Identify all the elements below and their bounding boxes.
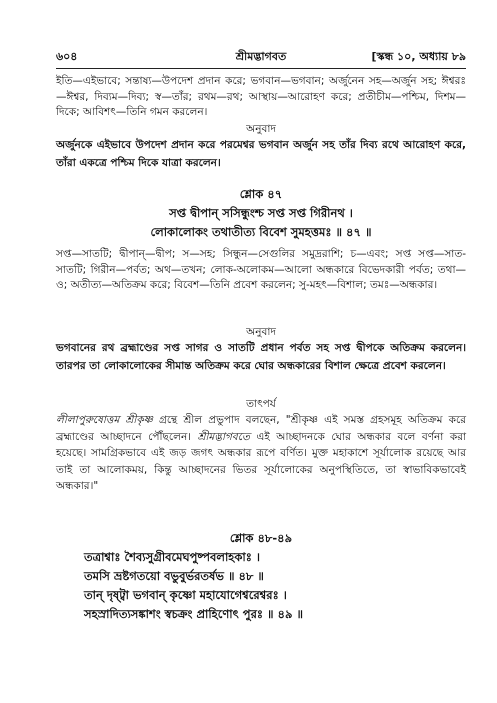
purport-label-47: তাৎপর্য [246,398,276,410]
translation-label-46: অনুবাদ [246,123,276,135]
translation-46: অর্জুনকে এইভাবে উপদেশ প্রদান করে পরমেশ্বর ভগবান অর্জুন সহ তাঁর দিব্য রথে আরোহণ করে, তাঁরা একত্রে পশ্চিম দিকে যাত্রা করলেন। [56,139,466,169]
purport-text: গ্রন্থে শ্রীল প্রভুপাদ বলছেন, "শ্রীকৃষ্ণ এই সমস্ত গ্রহসমূহ অতিক্রম করে ব্রহ্মাণ্ডের আচ্ছাদনে পৌঁছলেন। [56,414,466,443]
header-divider [56,68,466,69]
verse-47 [56,204,466,242]
verse-line: সহস্রাদিত্যসঙ্কাশং স্বচক্রং প্রাহিণোৎ পুরঃ ॥ ৪৯ ॥ [84,607,303,621]
page-header [56,48,466,66]
purport-book-ref: লীলাপুরুষোত্তম শ্রীকৃষ্ণ [56,414,153,426]
verse-line: তমসি ভ্রষ্টগতয়ো বভুবুর্ভরতর্ষভ ॥ ৪৮ ॥ [84,569,264,583]
verse-line: তান্ দৃষ্ট্বা ভগবান্ কৃষ্ণো মহাযোগেশ্বরেশ্বরঃ । [84,588,287,602]
verse-label-47: শ্লোক ৪৭ [239,187,283,201]
translation-47: ভগবানের রথ ব্রহ্মাণ্ডের সপ্ত সাগর ও সাতটি প্রধান পর্বত সহ সপ্ত দ্বীপকে অতিক্রম করলেন। তারপর তা লোকালোকের সীমান্ত অতিক্রম করে ঘোর অন্ধকারের বিশাল ক্ষেত্রে প্রবেশ করলেন। [56,342,466,372]
synonyms-block-46: ইতি—এইভাবে; সন্তাষ্য—উপদেশ প্রদান করে; ভগবান—ভগবান; অর্জুনেন সহ—অর্জুন সহ; ঈশ্বরঃ—ঈশ্বর, দিব্যম—দিব্য; স্ব—তাঁর; রথম—রথ; আস্থায়—আরোহণ করে; প্রতীচীম—পশ্চিম, দিশম—দিকে; আবিশৎ—তিনি গমন করলেন। [56,75,466,118]
verse-line: লোকালোকং তথাতীত্য বিবেশ সুমহত্তমঃ ॥ ৪৭ ॥ [150,225,372,239]
verse-line: তত্রাশ্বাঃ শৈব্যসুগ্রীবমেঘপুষ্পবলাহকাঃ । [84,550,260,564]
verse-line: সপ্ত দ্বীপান্ সসিন্ধুংশ্চ সপ্ত সপ্ত গিরীনথ । [169,206,353,220]
section-reference: [স্কন্ধ ১০, অধ্যায় ৮৯ [371,50,466,63]
translation-label-47: অনুবাদ [246,326,276,338]
purport-text: এই আচ্ছাদনকে ঘোর অন্ধকার বলে বর্ণনা করা হয়েছে। সামগ্রিকভাবে এই জড় জগৎ অন্ধকার রূপে বর্ণিত। মুক্ত মহাকাশে সূর্যালোক রয়েছে আর তাই তা আলোকময়, কিন্তু আচ্ছাদনের ভিতর সূর্যালোকের অনুপস্থিতিতে, তা স্বাভাবিকভাবেই অন্ধকার।" [56,430,467,492]
verse-48-49 [56,548,466,624]
purport-book-ref: শ্রীমদ্ভাগবতে [197,430,250,443]
page-number: ৬০৪ [56,50,78,63]
verse-label-48-49: শ্লোক ৪৮-৪৯ [229,531,293,545]
book-title: শ্রীমদ্ভাগবত [235,50,287,63]
synonyms-block-47: সপ্ত—সাতটি; দ্বীপান্—দ্বীপ; স—সহ; সিন্ধুন—সেগুলির সমুদ্ররাশি; চ—এবং; সপ্ত সপ্ত—সাত-সাতটি; গিরীন—পর্বত; অথ—তখন; লোক-অলোকম—আলো অন্ধকারে বিভেদকারী পর্বত; তথা—ও; অতীত্য—অতিক্রম করে; বিবেশ—তিনি প্রবেশ করলেন; সু-মহৎ—বিশাল; তমঃ—অন্ধকার। [56,248,466,291]
purport-47 [56,412,466,495]
